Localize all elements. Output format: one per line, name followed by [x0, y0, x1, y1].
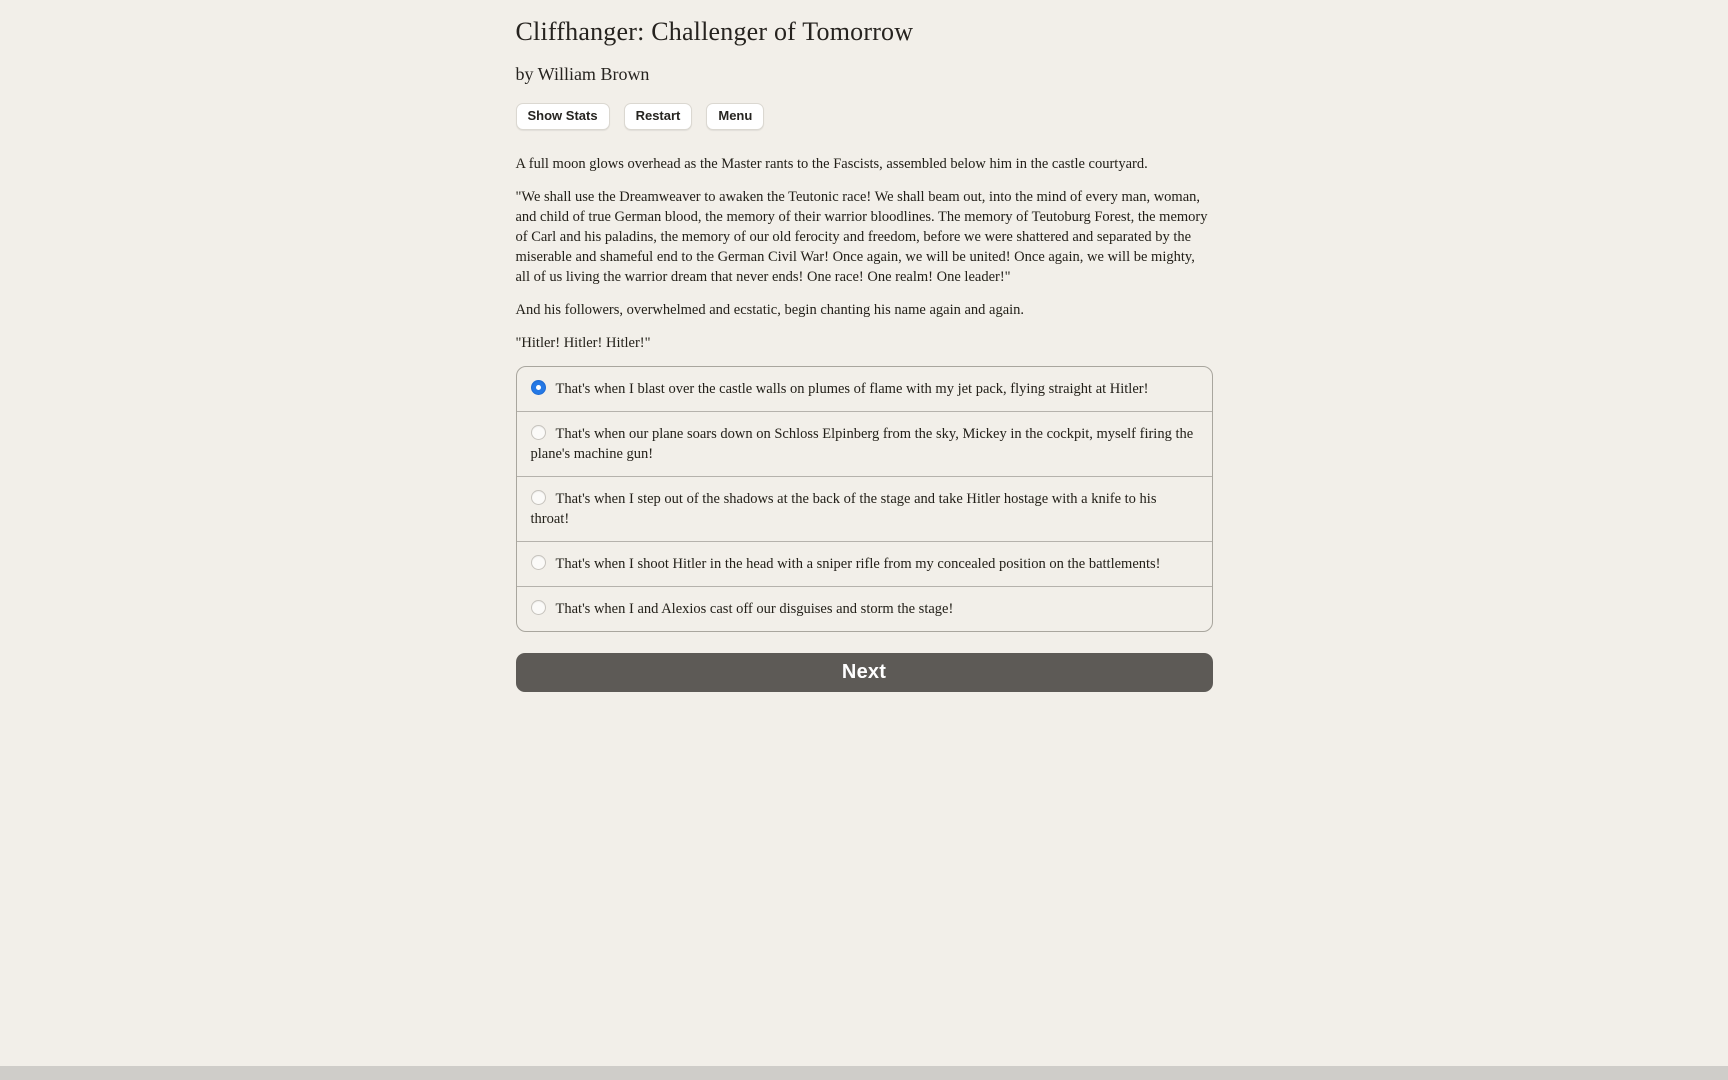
- story-paragraph: "Hitler! Hitler! Hitler!": [515, 334, 651, 351]
- restart-button[interactable]: Restart: [624, 103, 693, 130]
- choice-option-3[interactable]: [517, 476, 1212, 541]
- page-title: Cliffhanger: Challenger of Tomorrow: [515, 17, 914, 46]
- radio-button-icon[interactable]: [531, 380, 546, 395]
- radio-button-icon[interactable]: [531, 490, 546, 505]
- story-paragraph: "We shall use the Dreamweaver to awaken the Teutonic race! We shall beam out, into the mind of every man, woman, and child of true German blood, the memory of their warrior bloodlines. The memory of Teutoburg Forest, the memory of Carl and his paladins, the memory of our old ferocity and freedom, before we were shattered and separated by the miserable and shameful end to the German Civil War! Once again, we will be united! Once again, we will be mighty, all of us living the warrior dream that never ends! One race! One realm! One leader!": [515, 188, 1208, 285]
- window-bottom-edge: [0, 1066, 1728, 1080]
- next-button[interactable]: Next: [516, 653, 1213, 692]
- choice-option-label: That's when I blast over the castle walls on plumes of flame with my jet pack, flying straight at Hitler!: [555, 380, 1149, 397]
- choice-option-2[interactable]: [517, 411, 1212, 476]
- radio-button-icon[interactable]: [531, 555, 546, 570]
- story-paragraph: And his followers, overwhelmed and ecstatic, begin chanting his name again and again.: [515, 301, 1025, 318]
- choice-option-label: That's when I shoot Hitler in the head with a sniper rifle from my concealed position on the battlements!: [555, 555, 1161, 572]
- menu-button[interactable]: Menu: [706, 103, 764, 130]
- choice-option-5[interactable]: [517, 586, 1212, 631]
- author-byline: by William Brown: [515, 64, 650, 84]
- choice-option-4[interactable]: [517, 541, 1212, 586]
- choice-option-label: That's when I step out of the shadows at the back of the stage and take Hitler hostage with a knife to his throat!: [530, 490, 1157, 527]
- choice-option-1[interactable]: [517, 367, 1212, 411]
- toolbar: [516, 103, 1213, 130]
- choice-list: [516, 366, 1213, 632]
- radio-button-icon[interactable]: [531, 425, 546, 440]
- story-paragraph: A full moon glows overhead as the Master rants to the Fascists, assembled below him in the castle courtyard.: [515, 155, 1148, 172]
- story-text: [516, 154, 1213, 353]
- choice-option-label: That's when I and Alexios cast off our disguises and storm the stage!: [555, 600, 954, 617]
- show-stats-button[interactable]: Show Stats: [516, 103, 610, 130]
- choice-option-label: That's when our plane soars down on Schloss Elpinberg from the sky, Mickey in the cockpit, myself firing the plane's machine gun!: [530, 425, 1194, 462]
- game-content-column: [516, 0, 1213, 692]
- radio-button-icon[interactable]: [531, 600, 546, 615]
